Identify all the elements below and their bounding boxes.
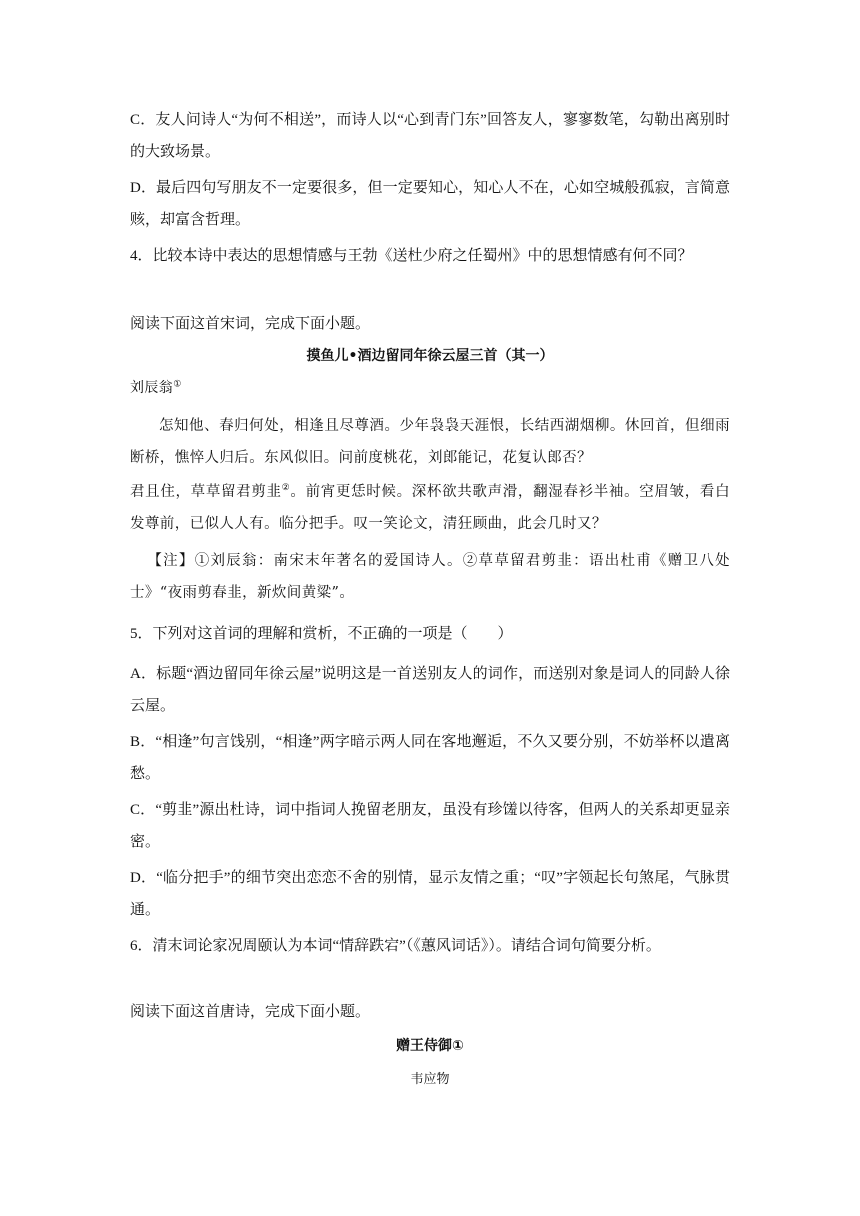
- author-name: 刘辰翁: [130, 380, 174, 396]
- poem-stanza-2: [130, 476, 730, 540]
- question-4: 4．比较本诗中表达的思想情感与王勃《送杜少府之任蜀州》中的思想情感有何不同？: [130, 248, 693, 264]
- stanza2-footnote-mark: ②: [281, 483, 291, 494]
- poem2-author: 韦应物: [410, 1072, 450, 1087]
- poem-author: [130, 372, 730, 404]
- stanza2-start: 君且住，草草留君剪韭: [130, 484, 282, 500]
- q5-option-b: B．“相逢”句言饯别，“相逢”两字暗示两人同在客地邂逅，不久又要分别，不妨举杯以遣离愁。: [130, 734, 730, 782]
- poem2-title: 赠王侍御①: [396, 1038, 464, 1054]
- question-5: 5．下列对这首词的理解和赏析，不正确的一项是（ ）: [130, 626, 513, 642]
- poem-stanza-1: 怎知他、春归何处，相逢且尽尊酒。少年袅袅天涯恨，长结西湖烟柳。休回首，但细雨断桥，憔悴人归后。东风似旧。问前度桃花，刘郎能记，花复认郎否？: [130, 418, 730, 466]
- q5-option-d: D．“临分把手”的细节突出恋恋不舍的别情，显示友情之重；“叹”字领起长句煞尾，气脉贯通。: [130, 870, 730, 918]
- poem-title: 摸鱼儿•酒边留同年徐云屋三首（其一）: [306, 348, 554, 364]
- poem-note: 【注】①刘辰翁：南宋末年著名的爱国诗人。②草草留君剪韭：语出杜甫《赠卫八处士》“夜雨剪春韭，新炊间黄粱”。: [130, 553, 730, 601]
- q3-option-c: C．友人问诗人“为何不相送”，而诗人以“心到青门东”回答友人，寥寥数笔，勾勒出离别时的大致场景。: [130, 112, 730, 160]
- q5-option-a: A．标题“酒边留同年徐云屋”说明这是一首送别友人的词作，而送别对象是词人的同龄人徐云屋。: [130, 666, 730, 714]
- author-footnote-mark: ①: [173, 379, 182, 390]
- question-6: 6．清末词论家况周颐认为本词“情辞跌宕”（《蕙风词话》）。请结合词句简要分析。: [130, 938, 661, 954]
- q5-option-c: C．“剪韭”源出杜诗，词中指词人挽留老朋友，虽没有珍馐以待客，但两人的关系却更显亲密。: [130, 802, 730, 850]
- section2-intro: 阅读下面这首宋词，完成下面小题。: [130, 316, 371, 332]
- q3-option-d: D．最后四句写朋友不一定要很多，但一定要知心，知心人不在，心如空城般孤寂，言简意赅，却富含哲理。: [130, 180, 730, 228]
- stanza2-rest: 。前宵更恁时候。深杯欲共歌声滑，翻湿春衫半袖。空眉皱，看白发尊前，已似人人有。临分把手。叹一笑论文，清狂顾曲，此会几时又？: [130, 484, 731, 532]
- section3-intro: 阅读下面这首唐诗，完成下面小题。: [130, 1004, 371, 1020]
